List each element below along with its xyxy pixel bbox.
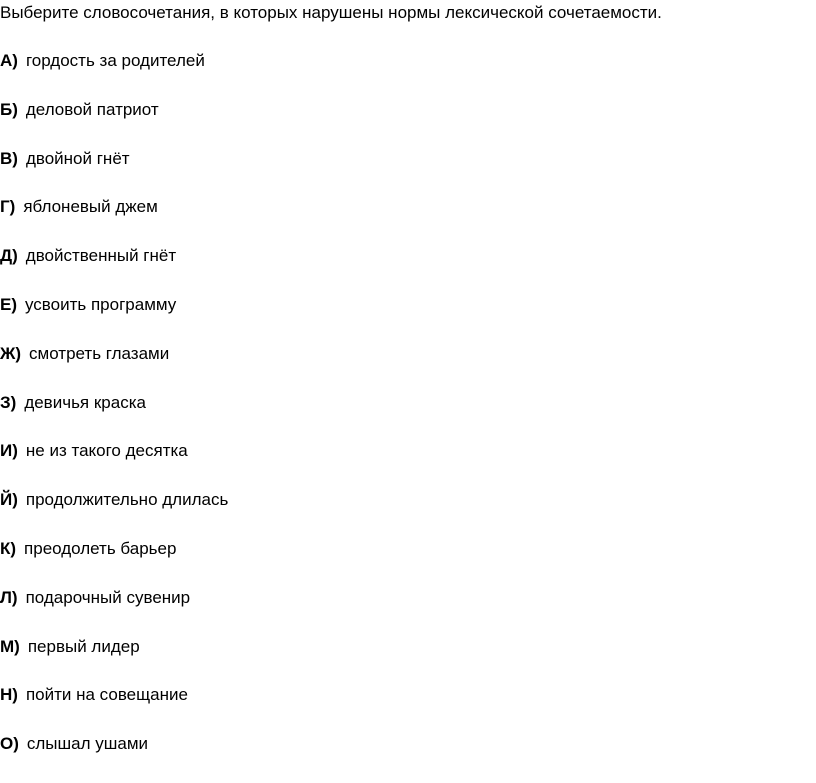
option-b [0, 99, 228, 148]
option-m [0, 636, 228, 685]
option-text: смотреть глазами [29, 343, 170, 363]
option-e [0, 294, 228, 343]
option-a [0, 50, 228, 99]
option-text: гордость за родителей [25, 51, 205, 70]
option-letter: Н) [0, 685, 18, 705]
option-text: девичья краска [24, 392, 146, 412]
option-letter: К) [0, 538, 17, 558]
option-letter: В) [0, 148, 18, 168]
option-letter: Г) [0, 197, 16, 217]
option-d [0, 245, 228, 294]
option-text: деловой патриот [25, 99, 159, 119]
option-letter: Е) [0, 294, 17, 314]
option-g [0, 196, 228, 245]
option-o [0, 733, 228, 782]
option-k [0, 538, 228, 587]
option-letter: О) [0, 734, 19, 754]
option-text: усвоить программу [25, 294, 177, 314]
option-text: слышал ушами [26, 734, 149, 754]
option-text: яблоневый джем [23, 197, 158, 217]
option-text: подарочный сувенир [25, 587, 191, 607]
option-text: первый лидер [27, 636, 140, 656]
option-letter: Л) [0, 587, 18, 607]
options-list [0, 50, 228, 782]
option-n [0, 684, 228, 733]
option-text: двойной гнёт [25, 148, 130, 168]
option-letter: М) [0, 636, 20, 656]
question-text: Выберите словосочетания, в которых нарушены нормы лексической сочетаемости. [0, 3, 662, 22]
option-text: преодолеть барьер [24, 538, 177, 558]
option-text: двойственный гнёт [25, 246, 177, 266]
option-text: пойти на совещание [25, 685, 188, 705]
option-letter: Й) [0, 490, 18, 510]
option-text: не из такого десятка [25, 441, 188, 461]
option-letter: З) [0, 392, 17, 412]
option-letter: Б) [0, 99, 18, 119]
option-zh [0, 343, 228, 392]
option-z [0, 392, 228, 441]
option-text: продолжительно длилась [25, 490, 229, 510]
option-letter: А) [0, 51, 18, 70]
option-i [0, 440, 228, 489]
option-letter: Д) [0, 246, 18, 266]
option-letter: Ж) [0, 343, 22, 363]
option-letter: И) [0, 441, 18, 461]
option-y [0, 489, 228, 538]
option-v [0, 148, 228, 197]
option-l [0, 587, 228, 636]
